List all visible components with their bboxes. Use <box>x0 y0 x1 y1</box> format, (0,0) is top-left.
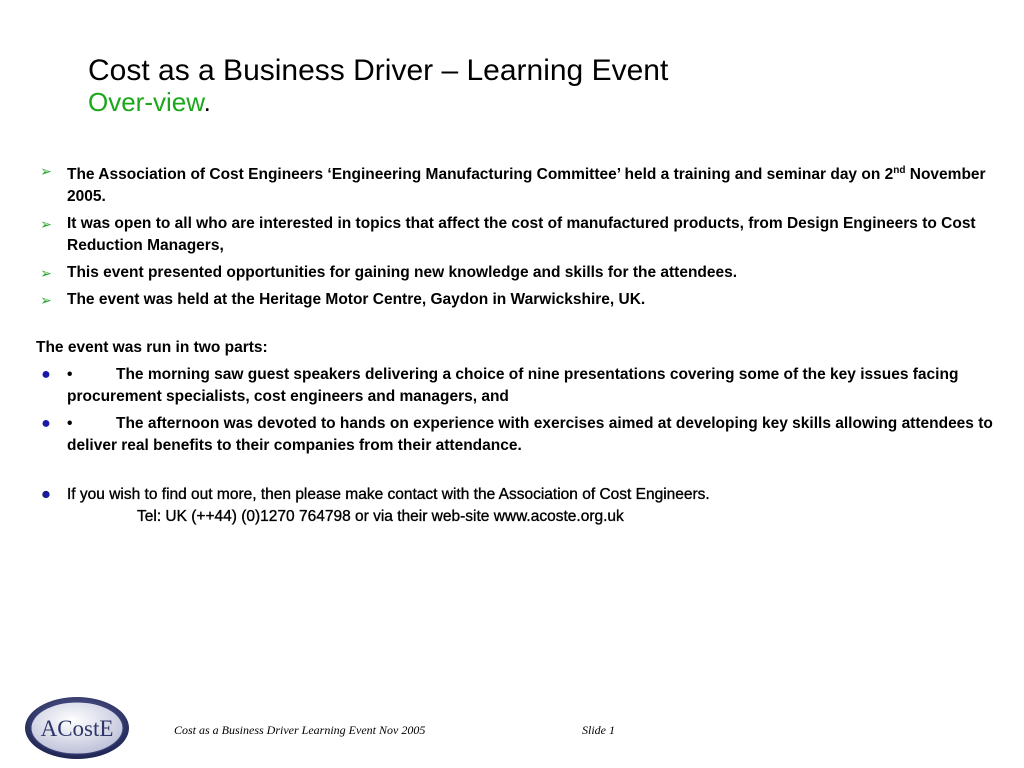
part-text: The morning saw guest speakers delivering a choice of nine presentations covering some of the key issues facing procurement specialists, cost engineers and managers, and <box>67 366 959 406</box>
list-item <box>36 160 996 208</box>
list-item <box>36 364 996 408</box>
list-item <box>36 413 996 457</box>
slide-footer <box>0 690 1024 768</box>
list-item <box>36 289 996 311</box>
logo-text: ACostE <box>40 716 114 741</box>
arrow-bullet-icon: ➢ <box>40 265 52 282</box>
contact-line: If you wish to find out more, then please make contact with the Association of Cost Engineers. <box>67 486 710 504</box>
slide-title <box>88 54 988 117</box>
bullet-text: November 2005. <box>67 166 986 206</box>
title-sub <box>88 87 988 117</box>
list-item <box>36 262 996 284</box>
title-sub-period: . <box>203 87 211 117</box>
parts-intro: The event was run in two parts: <box>36 339 268 357</box>
contact-tel: Tel: UK (++44) (0)1270 764798 or via their web-site www.acoste.org.uk <box>137 508 624 526</box>
contact-info <box>36 484 996 528</box>
part-text: The afternoon was devoted to hands on experience with exercises aimed at developing key skills allowing attendees to deliver real benefits to their companies from their attendance. <box>67 415 993 455</box>
inner-bullet-icon: • <box>67 366 73 384</box>
acoste-logo <box>24 696 130 760</box>
arrow-bullet-icon: ➢ <box>40 216 52 233</box>
ordinal-suffix: nd <box>893 165 906 176</box>
slide-number: Slide 1 <box>582 723 615 737</box>
slide-body <box>36 160 996 528</box>
bullet-text: This event presented opportunities for gaining new knowledge and skills for the attendees. <box>67 264 738 282</box>
bullet-text: The event was held at the Heritage Motor Centre, Gaydon in Warwickshire, UK. <box>67 291 646 309</box>
list-item <box>36 213 996 257</box>
dot-bullet-icon: ● <box>41 366 51 384</box>
bullet-text: The Association of Cost Engineers ‘Engineering Manufacturing Committee’ held a training and seminar day on 2 <box>67 166 894 184</box>
title-main: Cost as a Business Driver – Learning Event <box>88 54 669 87</box>
inner-bullet-icon: • <box>67 415 73 433</box>
arrow-bullet-icon: ➢ <box>40 292 52 309</box>
dot-bullet-icon: ● <box>41 486 51 504</box>
title-sub-text: Over-view <box>88 87 204 117</box>
arrow-bullet-icon: ➢ <box>40 163 52 179</box>
footer-text: Cost as a Business Driver Learning Event Nov 2005 <box>174 723 426 737</box>
dot-bullet-icon: ● <box>41 415 51 433</box>
bullet-text: It was open to all who are interested in topics that affect the cost of manufactured products, from Design Engineers to Cost Reduction Managers, <box>67 215 976 255</box>
